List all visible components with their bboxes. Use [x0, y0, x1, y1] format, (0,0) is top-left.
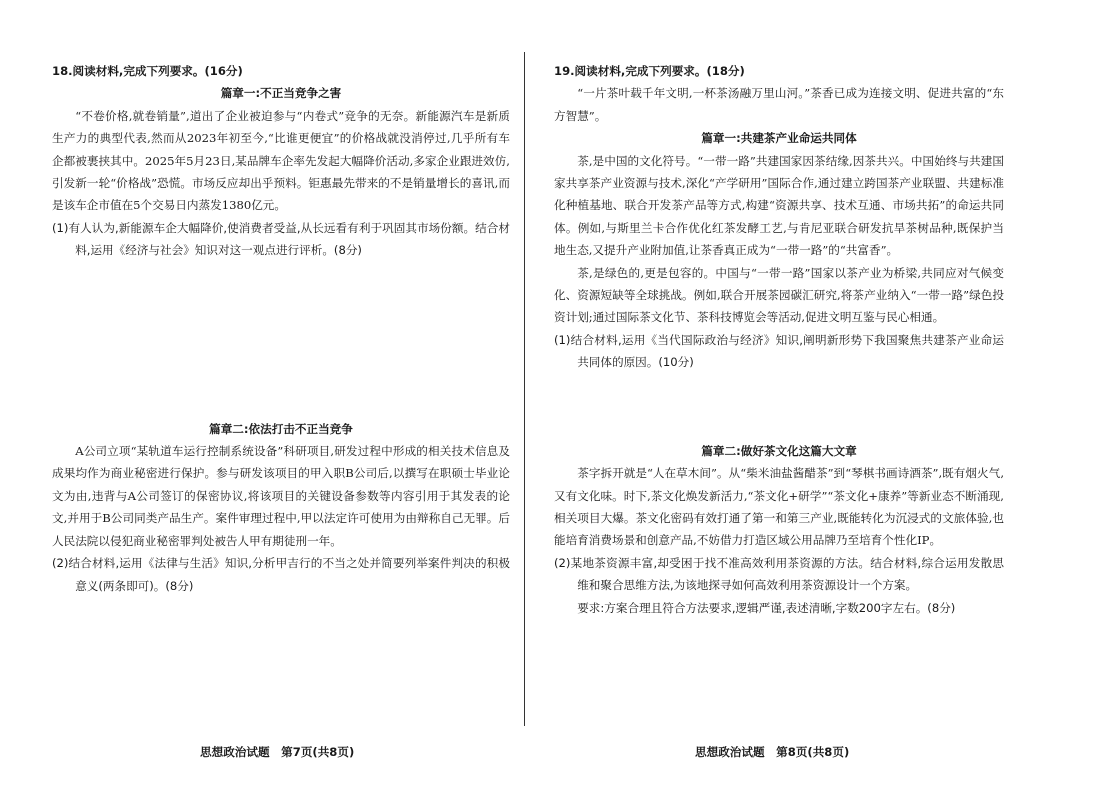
answer-requirement: 要求:方案合理且符合方法要求,逻辑严谨,表述清晰,字数200字左右。(8分)	[577, 600, 956, 615]
chapter-1-title: 篇章一:共建茶产业命运共同体	[701, 131, 857, 146]
page-footer-right: 思想政治试题 第8页(共8页)	[695, 745, 850, 759]
page-divider	[524, 52, 525, 726]
question-19-title: 19.阅读材料,完成下列要求。(18分)	[554, 64, 745, 78]
chapter-1-material-p2: 茶,是绿色的,更是包容的。中国与“一带一路”国家以茶产业为桥梁,共同应对气候变化、资源短缺等全球挑战。例如,联合开展茶园碳汇研究,将茶产业纳入“一带一路”绿色投资计划;通过国际茶文化节、茶科技博览会等活动,促进文明互鉴与民心相通。	[554, 265, 1004, 325]
question-19-2: (2)某地茶资源丰富,却受困于找不准高效利用茶资源的方法。结合材料,综合运用发散思维和聚合思维方法,为该地探寻如何高效利用茶资源设计一个方案。	[554, 555, 1004, 593]
page-footer-left: 思想政治试题 第7页(共8页)	[200, 745, 355, 759]
chapter-2-title: 篇章二:做好茶文化这篇大文章	[701, 443, 857, 458]
chapter-1-title: 篇章一:不正当竞争之害	[220, 86, 342, 101]
left-page	[52, 60, 510, 597]
question-19-intro: “一片茶叶载千年文明,一杯茶汤融万里山河。”茶香已成为连接文明、促进共富的“东方智慧”。	[554, 86, 1004, 123]
chapter-2-material: 茶字拆开就是“人在草木间”。从“柴米油盐酱醋茶”到“琴棋书画诗酒茶”,既有烟火气,又有文化味。时下,茶文化焕发新活力,“茶文化+研学”“茶文化+康养”等新业态不断涌现,相关项目大爆。茶文化密码有效打通了第一和第三产业,既能转化为沉浸式的文旅体验,也能培育消费场景和创意产品,不妨借力打造区域公用品牌乃至培育个性化IP。	[554, 466, 1004, 548]
right-page	[554, 60, 1004, 619]
chapter-1-material: “不卷价格,就卷销量”,道出了企业被迫参与“内卷式”竞争的无奈。新能源汽车是新质生产力的典型代表,然而从2023年初至今,“比谁更便宜”的价格战就没消停过,几乎所有车企都被裹挟其中。2025年5月23日,某品牌车企率先发起大幅降价活动,多家企业跟进效仿,引发新一轮“价格战”恐慌。市场反应却出乎预料。钜惠最先带来的不是销量增长的喜讯,而是该车企市值在5个交易日内蒸发1380亿元。	[52, 108, 510, 213]
question-18-title: 18.阅读材料,完成下列要求。(16分)	[52, 64, 243, 78]
chapter-2-material: A公司立项“某轨道车运行控制系统设备”科研项目,研发过程中形成的相关技术信息及成果均作为商业秘密进行保护。参与研发该项目的甲入职B公司后,以撰写在职硕士毕业论文为由,违背与A公司签订的保密协议,将该项目的关键设备参数等内容引用于其发表的论文,并用于B公司同类产品生产。案件审理过程中,甲以法定许可使用为由辩称自己无罪。后人民法院以侵犯商业秘密罪判处被告人甲有期徒刑一年。	[52, 444, 510, 548]
question-19-1: (1)结合材料,运用《当代国际政治与经济》知识,阐明新形势下我国聚焦共建茶产业命运共同体的原因。(10分)	[554, 332, 1004, 370]
chapter-1-material-p1: 茶,是中国的文化符号。“一带一路”共建国家因茶结缘,因茶共兴。中国始终与共建国家共享茶产业资源与技术,深化“产学研用”国际合作,通过建立跨国茶产业联盟、共建标准化种植基地、联合开发茶产品等方式,构建“资源共享、技术互通、市场共拓”的命运共同体。例如,与斯里兰卡合作优化红茶发酵工艺,与肯尼亚联合研发抗旱茶树品种,既保护当地生态,又提升产业附加值,让茶香真正成为“一带一路”的“共富香”。	[554, 153, 1004, 258]
question-18-1: (1)有人认为,新能源车企大幅降价,使消费者受益,从长远看有利于巩固其市场份额。结合材料,运用《经济与社会》知识对这一观点进行评析。(8分)	[52, 220, 510, 258]
question-18-2: (2)结合材料,运用《法律与生活》知识,分析甲吉行的不当之处并简要列举案件判决的积极意义(两条即可)。(8分)	[52, 556, 510, 593]
chapter-2-title: 篇章二:依法打击不正当竞争	[209, 421, 353, 436]
